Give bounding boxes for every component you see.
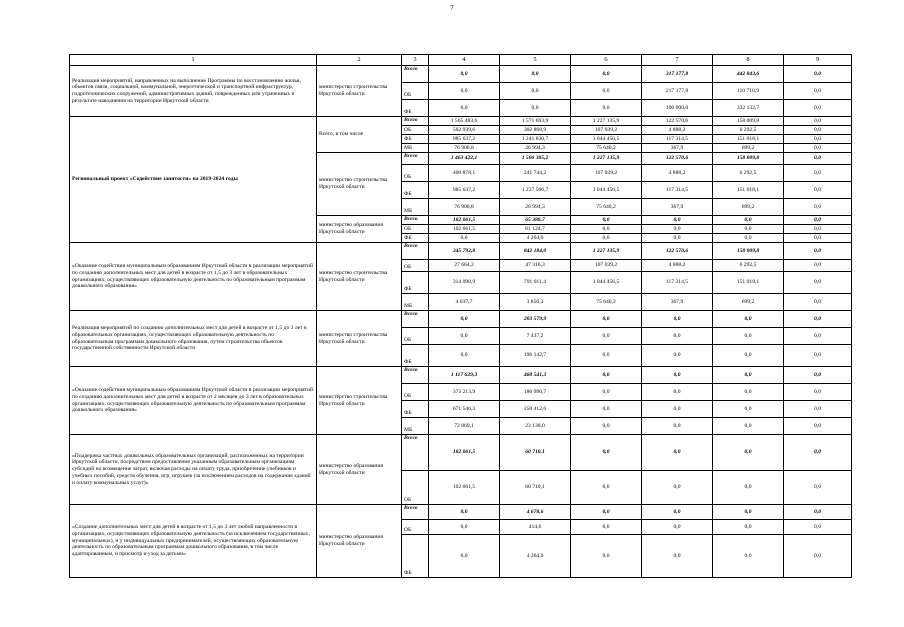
amount-cell: 0,0 — [571, 83, 642, 100]
amount-cell: 0,0 — [713, 520, 784, 535]
amount-cell: 317 177,8 — [642, 66, 713, 83]
amount-cell: 0,0 — [784, 165, 852, 182]
amount-cell: 0,0 — [429, 520, 500, 535]
amount-cell: 6 292,5 — [713, 260, 784, 272]
amount-cell: 0,0 — [713, 311, 784, 328]
amount-cell: 7 437,2 — [500, 328, 571, 345]
funding-source-cell: ОБ — [402, 225, 429, 234]
amount-cell: 0,0 — [642, 435, 713, 471]
amount-cell: 203 579,9 — [500, 311, 571, 328]
funding-source-cell: ОБ — [402, 384, 429, 401]
responsible-cell: министерство образования Иркутской области — [317, 435, 402, 505]
amount-cell: 0,0 — [429, 66, 500, 83]
budget-table — [69, 54, 852, 578]
amount-cell: 117 314,5 — [642, 272, 713, 294]
amount-cell: 699,2 — [713, 144, 784, 153]
amount-cell: 76 906,8 — [429, 199, 500, 216]
amount-cell: 0,0 — [429, 100, 500, 117]
amount-cell: 302 868,9 — [500, 126, 571, 135]
amount-cell: 76 906,8 — [429, 144, 500, 153]
amount-cell: 107 039,2 — [571, 165, 642, 182]
responsible-cell: Всего, в том числе — [317, 117, 402, 153]
amount-cell: 0,0 — [713, 505, 784, 520]
amount-cell: 186 990,7 — [500, 384, 571, 401]
amount-cell: 6 292,5 — [713, 165, 784, 182]
amount-cell: 0,0 — [713, 234, 784, 243]
amount-cell: 0,0 — [713, 225, 784, 234]
amount-cell: 1 241 830,7 — [500, 135, 571, 144]
amount-cell: 0,0 — [713, 418, 784, 435]
amount-cell: 4 264,0 — [500, 535, 571, 578]
table-row — [70, 505, 852, 520]
amount-cell: 0,0 — [429, 535, 500, 578]
table-row — [70, 66, 852, 83]
funding-source-cell: Всего — [402, 367, 429, 384]
amount-cell: 1 044 456,5 — [571, 182, 642, 199]
amount-cell: 373 213,9 — [429, 384, 500, 401]
amount-cell: 0,0 — [571, 328, 642, 345]
amount-cell: 671 546,3 — [429, 401, 500, 418]
amount-cell: 0,0 — [784, 345, 852, 367]
amount-cell: 0,0 — [784, 384, 852, 401]
amount-cell: 0,0 — [571, 520, 642, 535]
amount-cell: 102 061,5 — [429, 435, 500, 471]
amount-cell: 699,2 — [713, 294, 784, 311]
amount-cell: 0,0 — [642, 328, 713, 345]
amount-cell: 0,0 — [784, 234, 852, 243]
amount-cell: 0,0 — [642, 535, 713, 578]
amount-cell: 0,0 — [713, 345, 784, 367]
amount-cell: 0,0 — [784, 535, 852, 578]
funding-source-cell: ОБ — [402, 520, 429, 535]
amount-cell: 0,0 — [571, 100, 642, 117]
amount-cell: 196 142,7 — [500, 345, 571, 367]
funding-source-cell: ФБ — [402, 182, 429, 199]
amount-cell: 117 314,5 — [642, 135, 713, 144]
amount-cell: 0,0 — [642, 418, 713, 435]
funding-source-cell: Всего — [402, 216, 429, 225]
header-cell: 9 — [784, 55, 852, 66]
amount-cell: 0,0 — [571, 345, 642, 367]
funding-source-cell: Всего — [402, 311, 429, 328]
amount-cell: 345 792,8 — [429, 243, 500, 260]
amount-cell: 0,0 — [784, 199, 852, 216]
amount-cell: 0,0 — [784, 100, 852, 117]
amount-cell: 102 061,5 — [429, 216, 500, 225]
amount-cell: 102 061,5 — [429, 471, 500, 505]
amount-cell: 0,0 — [713, 328, 784, 345]
amount-cell: 0,0 — [642, 505, 713, 520]
amount-cell: 0,0 — [429, 328, 500, 345]
amount-cell: 0,0 — [500, 66, 571, 83]
amount-cell: 0,0 — [429, 311, 500, 328]
amount-cell: 367,9 — [642, 294, 713, 311]
funding-source-cell: МБ — [402, 294, 429, 311]
amount-cell: 0,0 — [571, 384, 642, 401]
funding-source-cell: ОБ — [402, 260, 429, 272]
amount-cell: 122 570,6 — [642, 153, 713, 165]
amount-cell: 0,0 — [571, 535, 642, 578]
amount-cell: 61 124,7 — [500, 225, 571, 234]
amount-cell: 0,0 — [784, 144, 852, 153]
amount-cell: 151 018,1 — [713, 135, 784, 144]
amount-cell: 1 044 456,5 — [571, 135, 642, 144]
amount-cell: 0,0 — [784, 311, 852, 328]
amount-cell: 0,0 — [784, 153, 852, 165]
amount-cell: 0,0 — [784, 216, 852, 225]
amount-cell: 1 571 693,9 — [500, 117, 571, 126]
amount-cell: 1 044 456,5 — [571, 272, 642, 294]
amount-cell: 0,0 — [429, 234, 500, 243]
amount-cell: 985 637,2 — [429, 135, 500, 144]
amount-cell: 0,0 — [571, 225, 642, 234]
amount-cell: 65 388,7 — [500, 216, 571, 225]
table-row — [70, 311, 852, 328]
amount-cell: 0,0 — [784, 401, 852, 418]
amount-cell: 0,0 — [713, 535, 784, 578]
amount-cell: 985 637,2 — [429, 182, 500, 199]
amount-cell: 0,0 — [571, 216, 642, 225]
amount-cell: 0,0 — [571, 401, 642, 418]
amount-cell: 0,0 — [642, 384, 713, 401]
amount-cell: 0,0 — [784, 367, 852, 384]
responsible-cell: министерство строительства Иркутской области — [317, 311, 402, 367]
responsible-cell: министерство строительства Иркутской области — [317, 367, 402, 435]
amount-cell: 0,0 — [784, 126, 852, 135]
amount-cell: 0,0 — [429, 83, 500, 100]
amount-cell: 0,0 — [642, 471, 713, 505]
amount-cell: 0,0 — [571, 367, 642, 384]
responsible-cell: министерство строительства Иркутской области — [317, 66, 402, 117]
amount-cell: 0,0 — [500, 100, 571, 117]
amount-cell: 0,0 — [784, 182, 852, 199]
funding-source-cell: ФБ — [402, 135, 429, 144]
amount-cell: 0,0 — [571, 418, 642, 435]
amount-cell: 4 888,2 — [642, 165, 713, 182]
amount-cell: 0,0 — [713, 216, 784, 225]
amount-cell: 0,0 — [784, 418, 852, 435]
amount-cell: 0,0 — [784, 294, 852, 311]
activity-name-cell: «Создание дополнительных мест для детей в возрасте от 1,5 до 3 лет любой направленности в организациях, осуществляющих образовательную деятельность (за исключением государственных, муниципальных), и у индивидуальных предпринимателей, осуществляющих образовательную деятельность по образовательным программам дошкольного образования, в том числе адаптированным, и присмотр и уход за детьми» — [70, 505, 317, 578]
amount-cell: 0,0 — [784, 83, 852, 100]
amount-cell: 0,0 — [642, 345, 713, 367]
amount-cell: 158 009,8 — [713, 243, 784, 260]
amount-cell: 367,9 — [642, 144, 713, 153]
funding-source-cell: ФБ — [402, 401, 429, 418]
amount-cell: 158 009,8 — [713, 117, 784, 126]
amount-cell: 250 412,6 — [500, 401, 571, 418]
funding-source-cell: Всего — [402, 153, 429, 165]
amount-cell: 0,0 — [713, 435, 784, 471]
amount-cell: 332 132,7 — [713, 100, 784, 117]
activity-name-cell: Региональный проект «Содействие занятости» на 2019-2024 годы — [70, 117, 317, 243]
amount-cell: 4 037,7 — [429, 294, 500, 311]
amount-cell: 0,0 — [713, 384, 784, 401]
amount-cell: 75 640,2 — [571, 144, 642, 153]
amount-cell: 217 177,8 — [642, 83, 713, 100]
amount-cell: 75 640,2 — [571, 294, 642, 311]
amount-cell: 0,0 — [642, 520, 713, 535]
amount-cell: 1 463 422,1 — [429, 153, 500, 165]
funding-source-cell: МБ — [402, 199, 429, 216]
amount-cell: 0,0 — [429, 505, 500, 520]
amount-cell: 1 227 135,9 — [571, 243, 642, 260]
funding-source-cell: МБ — [402, 144, 429, 153]
amount-cell: 110 710,9 — [713, 83, 784, 100]
amount-cell: 699,2 — [713, 199, 784, 216]
amount-cell: 100 000,0 — [642, 100, 713, 117]
amount-cell: 1 227 135,9 — [571, 117, 642, 126]
responsible-cell: министерство образования Иркутской области — [317, 505, 402, 578]
amount-cell: 0,0 — [642, 367, 713, 384]
activity-name-cell: Реализация мероприятий по созданию дополнительных мест для детей в возрасте от 1,5 до 3 лет в образовательных организациях, осуществляющих образовательную деятельность по образовательным программам дошкольного образования, путем строительства объектов государственной собственности Иркутской области — [70, 311, 317, 367]
amount-cell: 0,0 — [571, 435, 642, 471]
funding-source-cell: МБ — [402, 418, 429, 435]
amount-cell: 0,0 — [784, 117, 852, 126]
amount-cell: 0,0 — [571, 311, 642, 328]
amount-cell: 842 184,0 — [500, 243, 571, 260]
amount-cell: 0,0 — [500, 83, 571, 100]
amount-cell: 0,0 — [784, 225, 852, 234]
amount-cell: 0,0 — [571, 505, 642, 520]
amount-cell: 0,0 — [642, 234, 713, 243]
funding-source-cell: ОБ — [402, 165, 429, 182]
funding-source-cell: ОБ — [402, 471, 429, 505]
amount-cell: 72 869,1 — [429, 418, 500, 435]
funding-source-cell: ОБ — [402, 328, 429, 345]
amount-cell: 791 011,4 — [500, 272, 571, 294]
amount-cell: 102 061,5 — [429, 225, 500, 234]
amount-cell: 0,0 — [784, 66, 852, 83]
funding-source-cell: ФБ — [402, 345, 429, 367]
header-cell: 1 — [70, 55, 317, 66]
amount-cell: 151 018,1 — [713, 182, 784, 199]
amount-cell: 0,0 — [642, 225, 713, 234]
amount-cell: 75 640,2 — [571, 199, 642, 216]
amount-cell: 0,0 — [571, 66, 642, 83]
amount-cell: 0,0 — [713, 401, 784, 418]
funding-source-cell: Всего — [402, 243, 429, 260]
responsible-cell: министерство строительства Иркутской области — [317, 153, 402, 216]
amount-cell: 0,0 — [784, 243, 852, 260]
header-cell: 3 — [402, 55, 429, 66]
amount-cell: 0,0 — [784, 520, 852, 535]
header-cell: 6 — [571, 55, 642, 66]
amount-cell: 122 570,6 — [642, 117, 713, 126]
amount-cell: 47 316,3 — [500, 260, 571, 272]
amount-cell: 0,0 — [713, 471, 784, 505]
funding-source-cell: Всего — [402, 66, 429, 83]
amount-cell: 26 994,3 — [500, 199, 571, 216]
header-row — [70, 55, 852, 66]
table-row — [70, 117, 852, 126]
header-cell: 4 — [429, 55, 500, 66]
amount-cell: 0,0 — [642, 401, 713, 418]
activity-name-cell: «Оказание содействия муниципальным образованиям Иркутской области в реализации мероприятий по созданию дополнительных мест для детей в возрасте от 1,5 до 3 лет в образовательных организациях, осуществляющих образовательную деятельность по образовательным программам дошкольного образования» — [70, 243, 317, 311]
amount-cell: 1 117 629,3 — [429, 367, 500, 384]
responsible-cell: министерство образования Иркутской области — [317, 216, 402, 243]
responsible-cell: министерство строительства Иркутской области — [317, 243, 402, 311]
amount-cell: 6 292,5 — [713, 126, 784, 135]
funding-source-cell: ОБ — [402, 83, 429, 100]
amount-cell: 0,0 — [784, 471, 852, 505]
amount-cell: 1 227 135,9 — [571, 153, 642, 165]
activity-name-cell: «Поддержка частных дошкольных образовательных организаций, расположенных на территории Иркутской области, посредством предоставления указанным образовательным организациям субсидий на возмещение затрат, включая расходы на оплату труда, приобретение учебников и учебных пособий, средств обучения, игр, игрушек (за исключением расходов на содержание зданий и оплату коммунальных услуг)» — [70, 435, 317, 505]
activity-name-cell: Реализация мероприятий, направленных на выполнение Программы по восстановлению жилья, объектов связи, социальной, коммунальной, энергетической и транспортной инфраструктур, гидротехнических сооружений, административных зданий, поврежденных или утраченных в результате наводнения на территории Иркутской области — [70, 66, 317, 117]
amount-cell: 0,0 — [784, 135, 852, 144]
amount-cell: 1 565 483,6 — [429, 117, 500, 126]
amount-cell: 158 009,8 — [713, 153, 784, 165]
amount-cell: 4 888,2 — [642, 260, 713, 272]
amount-cell: 107 039,2 — [571, 126, 642, 135]
amount-cell: 0,0 — [642, 311, 713, 328]
funding-source-cell: ФБ — [402, 535, 429, 578]
amount-cell: 502 939,6 — [429, 126, 500, 135]
amount-cell: 60 710,1 — [500, 435, 571, 471]
funding-source-cell: ФБ — [402, 100, 429, 117]
amount-cell: 117 314,5 — [642, 182, 713, 199]
amount-cell: 400 878,1 — [429, 165, 500, 182]
funding-source-cell: Всего — [402, 117, 429, 126]
amount-cell: 0,0 — [571, 234, 642, 243]
header-cell: 7 — [642, 55, 713, 66]
amount-cell: 1 506 305,2 — [500, 153, 571, 165]
amount-cell: 414,6 — [500, 520, 571, 535]
amount-cell: 107 039,2 — [571, 260, 642, 272]
amount-cell: 0,0 — [784, 435, 852, 471]
amount-cell: 0,0 — [429, 345, 500, 367]
amount-cell: 0,0 — [713, 367, 784, 384]
funding-source-cell: Всего — [402, 505, 429, 520]
activity-name-cell: «Оказание содействия муниципальным образованиям Иркутской области в реализации мероприятий по созданию дополнительных мест для детей в возрасте от 2 месяцев до 3 лет в образовательных организациях, осуществляющих образовательную деятельность по образовательным программам дошкольного образования» — [70, 367, 317, 435]
table-row — [70, 367, 852, 384]
header-cell: 2 — [317, 55, 402, 66]
funding-source-cell: Всего — [402, 435, 429, 471]
amount-cell: 60 710,1 — [500, 471, 571, 505]
amount-cell: 0,0 — [642, 216, 713, 225]
amount-cell: 3 856,3 — [500, 294, 571, 311]
amount-cell: 314 090,9 — [429, 272, 500, 294]
table-row — [70, 435, 852, 471]
header-cell: 5 — [500, 55, 571, 66]
amount-cell: 4 888,2 — [642, 126, 713, 135]
amount-cell: 241 744,2 — [500, 165, 571, 182]
funding-source-cell: ФБ — [402, 234, 429, 243]
amount-cell: 0,0 — [784, 505, 852, 520]
amount-cell: 0,0 — [784, 272, 852, 294]
amount-cell: 23 138,0 — [500, 418, 571, 435]
amount-cell: 122 570,6 — [642, 243, 713, 260]
amount-cell: 0,0 — [571, 471, 642, 505]
amount-cell: 4 264,0 — [500, 234, 571, 243]
amount-cell: 4 678,6 — [500, 505, 571, 520]
header-cell: 8 — [713, 55, 784, 66]
page-number: 7 — [450, 4, 454, 12]
amount-cell: 151 018,1 — [713, 272, 784, 294]
funding-source-cell: ФБ — [402, 272, 429, 294]
amount-cell: 0,0 — [784, 260, 852, 272]
table-row — [70, 243, 852, 260]
amount-cell: 460 541,3 — [500, 367, 571, 384]
amount-cell: 442 843,6 — [713, 66, 784, 83]
funding-source-cell: ОБ — [402, 126, 429, 135]
amount-cell: 1 237 566,7 — [500, 182, 571, 199]
amount-cell: 26 994,3 — [500, 144, 571, 153]
amount-cell: 0,0 — [784, 328, 852, 345]
amount-cell: 367,9 — [642, 199, 713, 216]
amount-cell: 27 664,2 — [429, 260, 500, 272]
